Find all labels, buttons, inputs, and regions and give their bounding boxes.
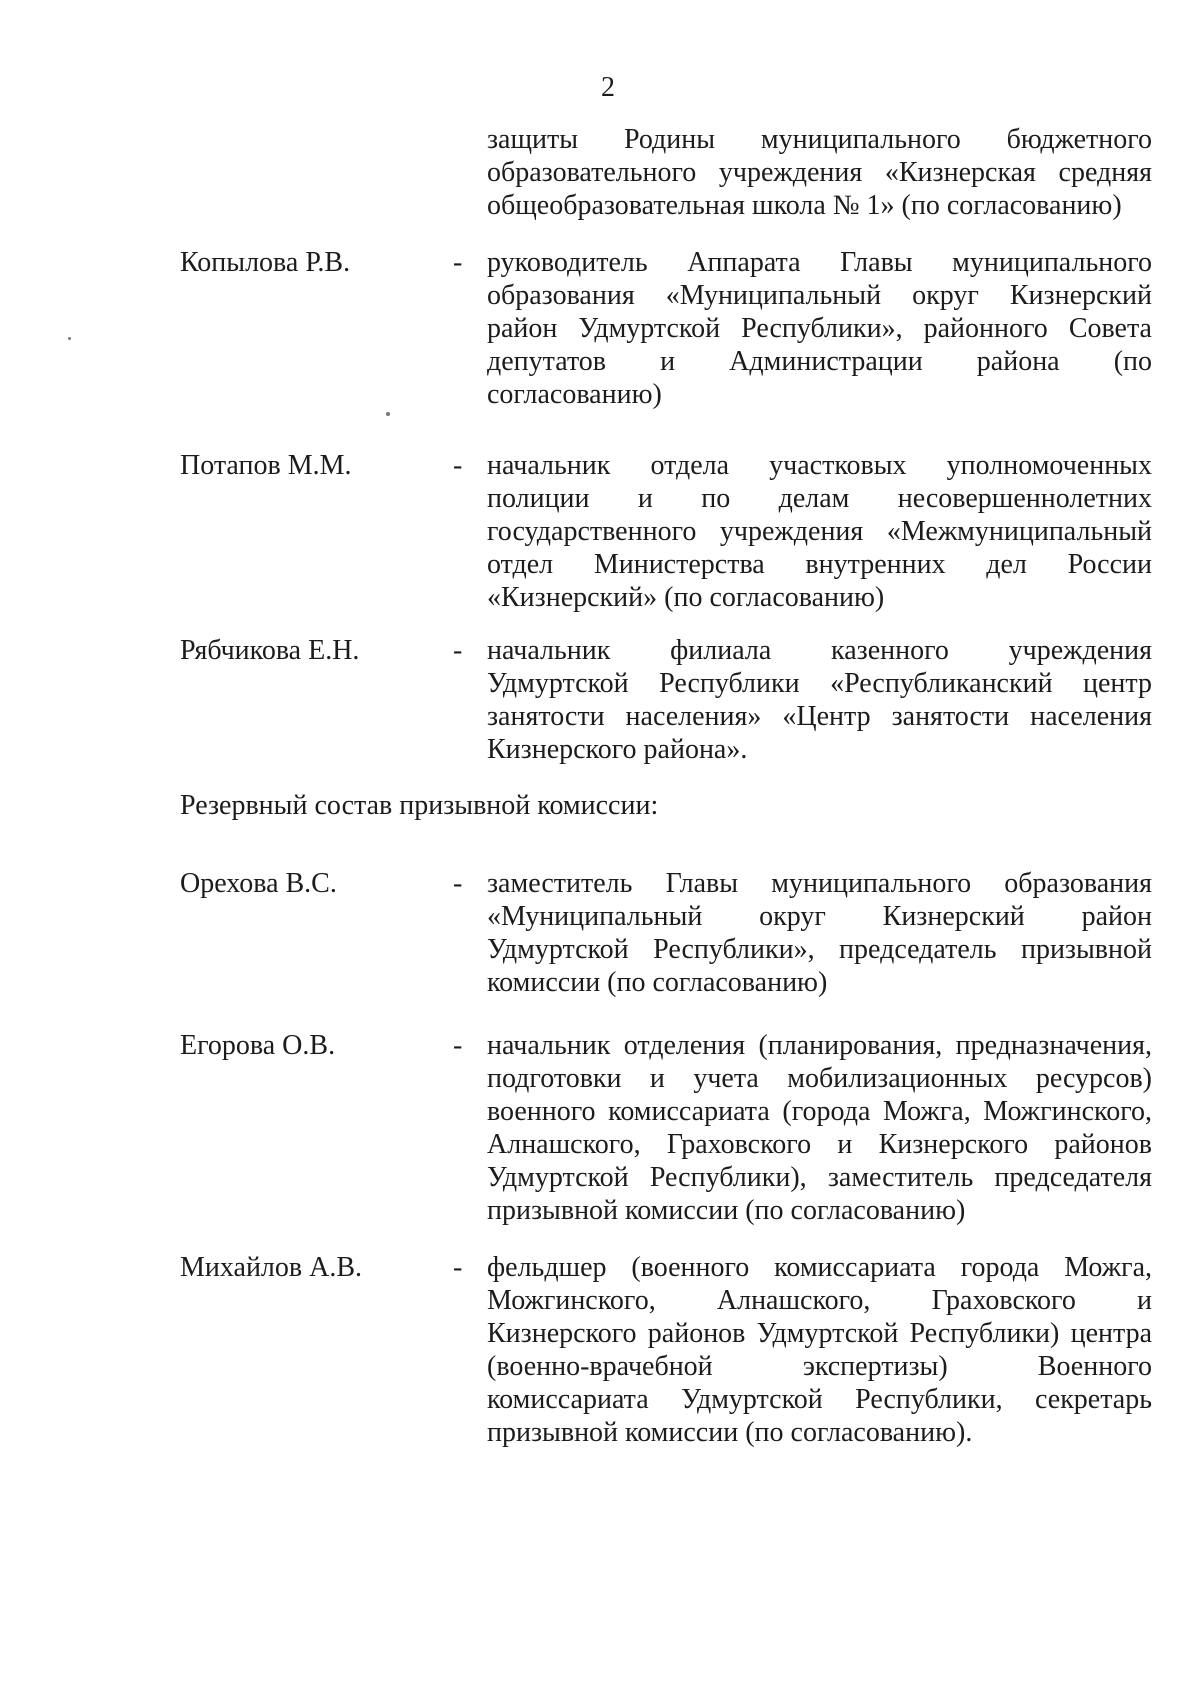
text-line: начальник отделения (планирования, предназначения,	[487, 1030, 1152, 1061]
text-line: занятости населения» «Центр занятости населения	[487, 701, 1152, 732]
entry-name: Рябчикова Е.Н.	[180, 635, 360, 666]
text-line: подготовки и учета мобилизационных ресурсов)	[487, 1063, 1152, 1094]
text-line: комиссариата Удмуртской Республики, секретарь	[487, 1384, 1152, 1415]
text-line: образования «Муниципальный округ Кизнерский	[487, 280, 1152, 311]
entry-mikhailov	[180, 1251, 1152, 1449]
text-line: депутатов и Администрации района (по	[487, 346, 1152, 377]
separator-dash: -	[453, 1252, 463, 1283]
text-line: военного комиссариата (города Можга, Можгинского,	[487, 1096, 1152, 1127]
entry-name: Егорова О.В.	[180, 1030, 336, 1061]
entry-description	[487, 634, 1152, 766]
text-line: Алнашского, Граховского и Кизнерского районов	[487, 1129, 1152, 1160]
text-line: комиссии (по согласованию)	[487, 967, 828, 998]
text-line: Кизнерского района».	[487, 734, 748, 765]
text-line: полиции и по делам несовершеннолетних	[487, 483, 1152, 514]
scan-artifact-dot	[68, 337, 71, 340]
entry-name: Потапов М.М.	[180, 450, 352, 481]
entry-description	[487, 1251, 1152, 1449]
scan-artifact-dot	[386, 412, 390, 416]
separator-dash: -	[453, 247, 463, 278]
entry-ryabchikova	[180, 634, 1152, 766]
entry-name: Орехова В.С.	[180, 868, 337, 899]
text-line: Удмуртской Республики), заместитель председателя	[487, 1162, 1152, 1193]
text-line: (военно-врачебной экспертизы) Военного	[487, 1351, 1152, 1382]
text-line: заместитель Главы муниципального образования	[487, 868, 1152, 899]
entry-description	[487, 1029, 1152, 1227]
reserve-section-heading: Резервный состав призывной комиссии:	[180, 790, 659, 821]
text-line: «Кизнерский» (по согласованию)	[487, 582, 885, 613]
text-line: призывной комиссии (по согласованию).	[487, 1417, 973, 1448]
text-line: общеобразовательная школа № 1» (по согласованию)	[487, 190, 1122, 221]
text-line: Удмуртской Республики «Республиканский центр	[487, 668, 1152, 699]
page-number: 2	[601, 72, 615, 103]
text-line: защиты Родины муниципального бюджетного	[487, 124, 1152, 155]
text-line: начальник отдела участковых уполномоченных	[487, 450, 1152, 481]
text-line: согласованию)	[487, 379, 662, 410]
entry-orekhova	[180, 867, 1152, 999]
text-line: район Удмуртской Республики», районного Совета	[487, 313, 1152, 344]
entry-potapov	[180, 449, 1152, 614]
separator-dash: -	[453, 450, 463, 481]
continuation-paragraph	[487, 123, 1152, 222]
text-line: государственного учреждения «Межмуниципальный	[487, 516, 1152, 547]
text-line: «Муниципальный округ Кизнерский район	[487, 901, 1152, 932]
separator-dash: -	[453, 1030, 463, 1061]
entry-description	[487, 246, 1152, 411]
entry-description	[487, 449, 1152, 614]
entry-name: Копылова Р.В.	[180, 247, 351, 278]
text-line: отдел Министерства внутренних дел России	[487, 549, 1152, 580]
entry-egorova	[180, 1029, 1152, 1227]
text-line: образовательного учреждения «Кизнерская средняя	[487, 157, 1152, 188]
text-line: фельдшер (военного комиссариата города Можга,	[487, 1252, 1152, 1283]
text-line: Кизнерского районов Удмуртской Республики) центра	[487, 1318, 1152, 1349]
separator-dash: -	[453, 635, 463, 666]
text-line: руководитель Аппарата Главы муниципального	[487, 247, 1152, 278]
entry-description	[487, 867, 1152, 999]
text-line: призывной комиссии (по согласованию)	[487, 1195, 966, 1226]
text-line: Удмуртской Республики», председатель призывной	[487, 934, 1152, 965]
text-line: начальник филиала казенного учреждения	[487, 635, 1152, 666]
entry-name: Михайлов А.В.	[180, 1252, 363, 1283]
entry-kopylova	[180, 246, 1152, 411]
text-line: Можгинского, Алнашского, Граховского и	[487, 1285, 1152, 1316]
separator-dash: -	[453, 868, 463, 899]
